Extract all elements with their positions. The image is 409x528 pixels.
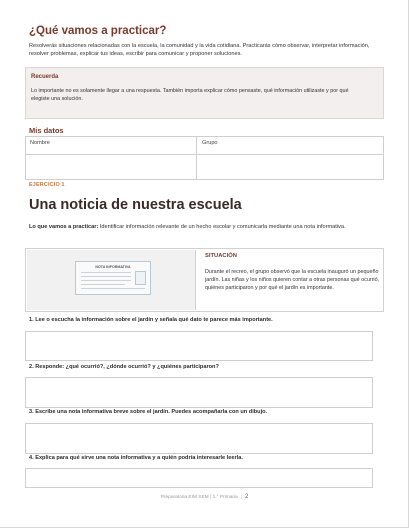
question-1: 1. Lee o escucha la información sobre el jardín y señala qué dato te parece más importante. (29, 317, 273, 323)
page-footer (0, 494, 409, 500)
answer-box-1[interactable] (25, 331, 373, 361)
situation-box (25, 248, 384, 312)
footer-separator: | (240, 495, 242, 500)
section-title-practice: ¿Qué vamos a practicar? (29, 25, 167, 37)
question-4: 4. Explica para qué sirve una nota informativa y a quién podría interesarle leerla. (29, 455, 243, 461)
reminder-text: Lo importante no es solamente llegar a una respuesta. También importa explicar cómo pensaste, qué información utilizaste y por qué elegiste una solución. (31, 88, 349, 102)
answer-box-2[interactable] (25, 377, 373, 408)
situation-text: Durante el recreo, el grupo observó que la escuela inauguró un pequeño jardín. Las niñas y los niños quieren contar a otras personas qué ocurrió, quiénes participaron y por qué el jardín es importante. (205, 269, 380, 292)
name-field[interactable] (26, 155, 197, 180)
intro-paragraph: Resolverás situaciones relacionadas con la escuela, la comunidad y la vida cotidiana. Practicarás cómo observar, interpretar información, resolver problemas, explicar tus ideas, escribir para comunicar y proponer soluciones. (29, 43, 370, 57)
situation-title: SITUACIÓN (205, 253, 237, 259)
news-note-illustration (27, 250, 196, 310)
text-line (81, 288, 145, 289)
exercise-title: Una noticia de nuestra escuela (29, 197, 242, 213)
group-field[interactable] (198, 155, 383, 180)
name-label: Nombre (30, 140, 50, 146)
reminder-box (25, 67, 384, 119)
goal-prefix: Lo que vamos a practicar: (29, 224, 99, 230)
answer-box-4[interactable] (25, 468, 373, 488)
goal-text: Identificar información relevante de un hecho escolar y comunicarla mediante una nota informativa. (98, 224, 346, 230)
text-line (81, 272, 131, 273)
question-2: 2. Responde: ¿qué ocurrió?, ¿dónde ocurrió? y ¿quiénes participaron? (29, 364, 219, 370)
text-line (81, 284, 125, 285)
footer-text: Preparatoria EIM SEM | 1.° Primaria (160, 495, 238, 500)
news-card-icon (75, 261, 151, 295)
card-title: NOTA INFORMATIVA (95, 265, 131, 269)
exercise-goal (29, 223, 374, 232)
my-data-title: Mis datos (29, 126, 64, 135)
student-data-table (25, 136, 384, 180)
page-number: 2 (244, 494, 249, 500)
answer-box-3[interactable] (25, 423, 373, 454)
text-line (81, 280, 131, 281)
group-label: Grupo (202, 140, 218, 146)
exercise-label: EJERCICIO 1 (29, 182, 65, 188)
reminder-title: Recuerda (31, 74, 59, 80)
picture-placeholder-icon (135, 271, 146, 285)
text-line (81, 276, 131, 277)
question-3: 3. Escribe una nota informativa breve sobre el jardín. Puedes acompañarla con un dibujo. (29, 409, 268, 415)
